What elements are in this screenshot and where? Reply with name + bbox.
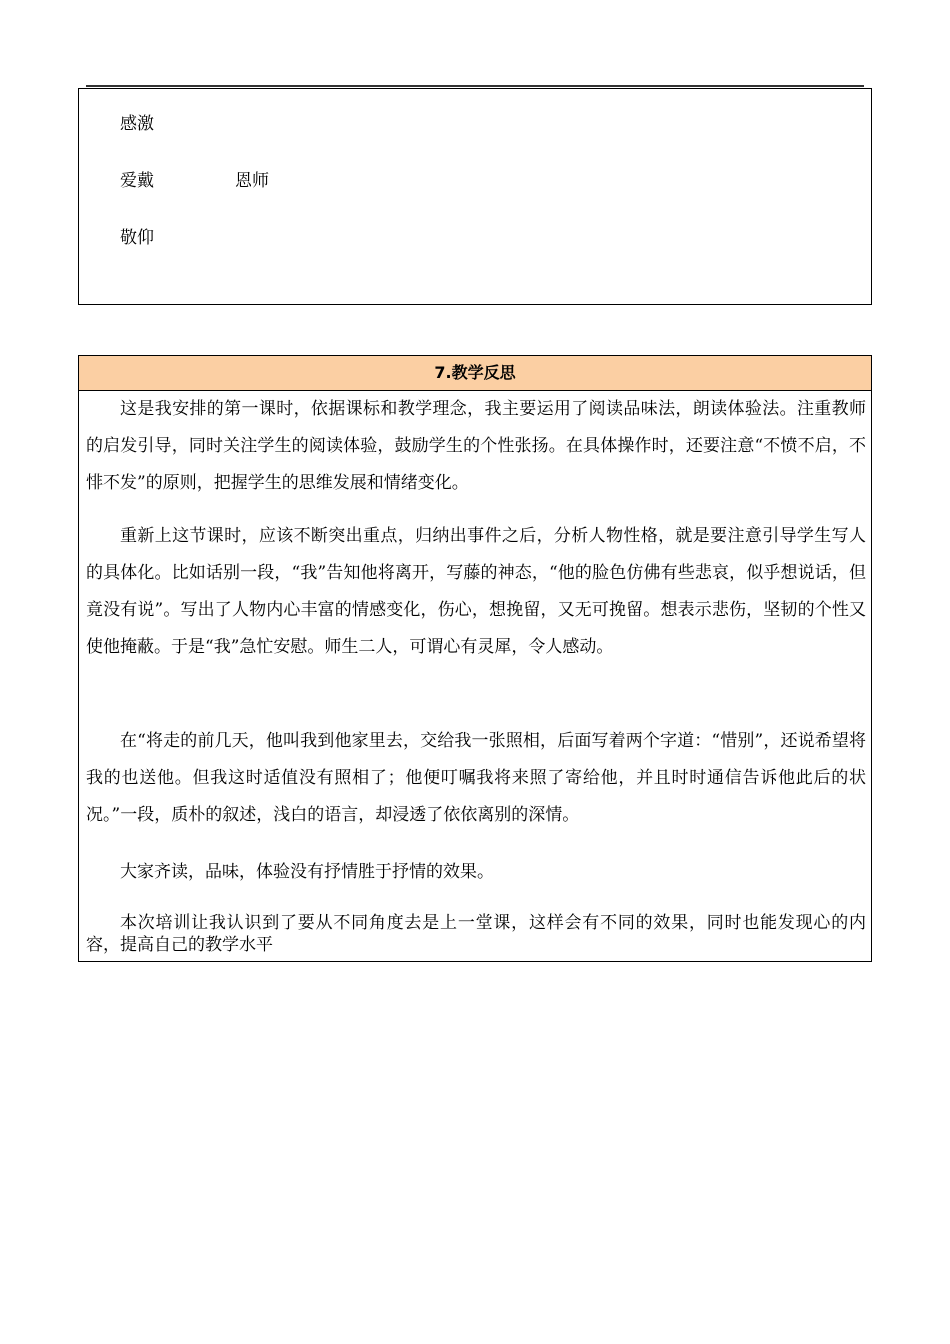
- section-title: 7.教学反思: [79, 356, 871, 391]
- reflection-paragraph-1: 这是我安排的第一课时，依据课标和教学理念，我主要运用了阅读品味法，朗读体验法。注重教师的启发引导，同时关注学生的阅读体验，鼓励学生的个性张扬。在具体操作时，还要注意“不愤不启，不悱不发”的原则，把握学生的思维发展和情绪变化。: [86, 399, 866, 493]
- word-love: 爱戴: [120, 171, 154, 191]
- word-gratitude: 感激: [120, 114, 154, 134]
- word-respect: 敬仰: [120, 228, 154, 248]
- teaching-reflection-box: [78, 355, 872, 962]
- reflection-paragraph-5: 本次培训让我认识到了要从不同角度去是上一堂课，这样会有不同的效果，同时也能发现心的内容，提高自己的教学水平: [86, 913, 866, 955]
- vocabulary-box: [78, 88, 872, 305]
- reflection-paragraph-3: 在“将走的前几天，他叫我到他家里去，交给我一张照相，后面写着两个字道：“惜别”，还说希望将我的也送他。但我这时适值没有照相了；他便叮嘱我将来照了寄给他，并且时时通信告诉他此后的状况。”一段，质朴的叙述，浅白的语言，却浸透了依依离别的深情。: [86, 731, 866, 825]
- word-teacher: 恩师: [235, 171, 269, 191]
- header-rule: [86, 85, 864, 87]
- reflection-paragraph-2: 重新上这节课时，应该不断突出重点，归纳出事件之后，分析人物性格，就是要注意引导学生写人的具体化。比如话别一段，“我”告知他将离开，写藤的神态，“他的脸色仿佛有些悲哀，似乎想说话，但竟没有说”。写出了人物内心丰富的情感变化，伤心，想挽留，又无可挽留。想表示悲伤，坚韧的个性又使他掩蔽。于是“我”急忙安慰。师生二人，可谓心有灵犀，令人感动。: [86, 526, 866, 657]
- reflection-paragraph-4: 大家齐读，品味，体验没有抒情胜于抒情的效果。: [120, 862, 494, 882]
